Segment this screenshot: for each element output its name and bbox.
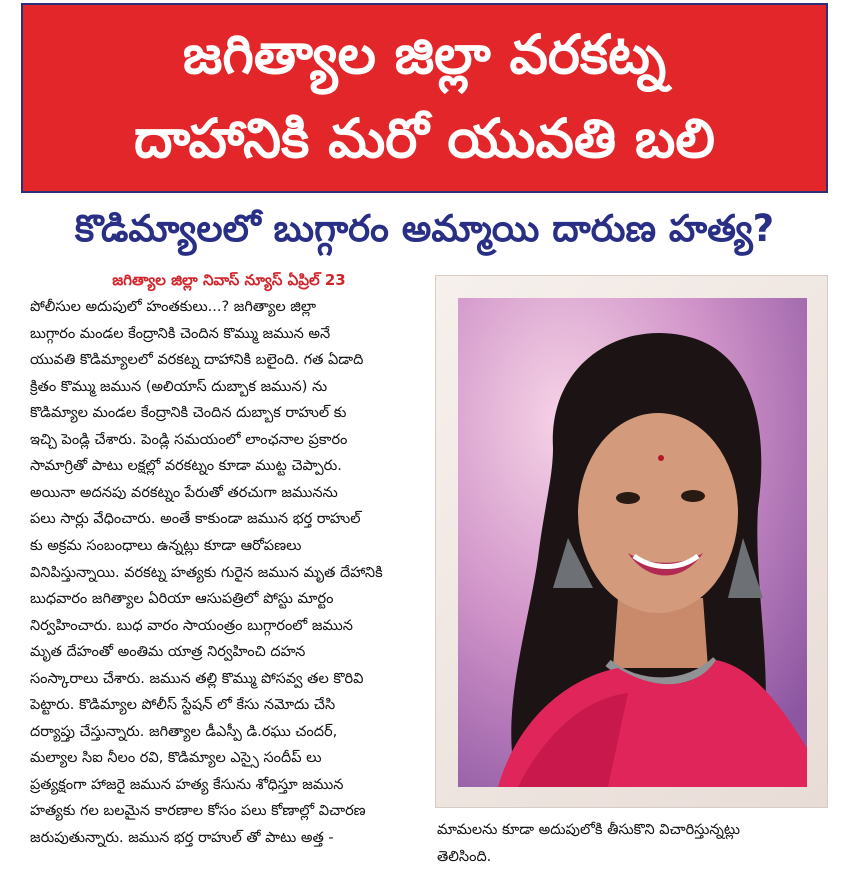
body-line: మృత దేహంతో అంతిమ యాత్ర నిర్వహించి దహన — [30, 644, 306, 661]
body-line: సంస్కారాలు చేశారు. జమున తల్లి కొమ్ము పోసవ్వ తల కొరివి — [30, 670, 364, 687]
headline-line-2: దాహానికి మరో యువతి బలి — [133, 107, 715, 170]
body-line: ప్రత్యక్షంగా హాజరై జమున హత్య కేసును శోధిస్తూ జమున — [30, 776, 344, 793]
body-line: మల్యాల సిఐ నీలం రవి, కొడిమ్యాల ఎస్సై సందీప్ లు — [30, 750, 322, 767]
body-line: పెట్టారు. కొడిమ్యాల పోలీస్ స్టేషన్ లో కేసు నమోదు చేసి — [30, 697, 336, 714]
body-line: జరుపుతున్నారు. జమున భర్త రాహుల్ తో పాటు అత్త - — [30, 830, 334, 846]
body-line: పలు సార్లు వేధించారు. అంతే కాకుండా జమున భర్త రాహుల్ — [30, 511, 361, 528]
caption-line: మామలను కూడా అదుపులోకి తీసుకొని విచారిస్తున్నట్లు — [437, 822, 741, 838]
body-line: దర్యాప్తు చేస్తున్నారు. జగిత్యాల డీఎస్పీ డి.రఘు చందర్, — [30, 723, 338, 740]
headline-line-1: జగిత్యాల జిల్లా వరకట్న — [182, 23, 667, 86]
subheadline: కొడిమ్యాలలో బుగ్గారం అమ్మాయి దారుణ హత్య? — [74, 207, 775, 250]
body-line: సామాగ్రితో పాటు లక్షల్లో వరకట్నం కూడా ముట్ట చెప్పారు. — [30, 458, 342, 475]
caption-line: తెలిసింది. — [437, 849, 492, 865]
body-line: కు అక్రమ సంబంధాలు ఉన్నట్లు కూడా ఆరోపణలు — [30, 537, 302, 554]
photo-frame — [435, 275, 828, 808]
portrait-illustration — [458, 298, 807, 787]
body-line: నిర్వహించారు. బుధ వారం సాయంత్రం బుగ్గారంలో జమున — [30, 617, 353, 634]
headline-banner — [21, 3, 828, 193]
body-line: పోలీసుల అదుపులో హంతకులు...? జగిత్యాల జిల్లా — [30, 299, 317, 315]
body-line: క్రితం కొమ్ము జమున (అలియాస్ దుబ్బాక జమున) ను — [30, 378, 328, 395]
portrait-photo — [458, 298, 807, 787]
body-line: కొడిమ్యాల మండల కేంద్రానికి చెందిన దుబ్బాక రాహుల్ కు — [30, 405, 347, 422]
body-line: హత్యకు గల బలమైన కారణాల కోసం పలు కోణాల్లో విచారణ — [30, 803, 366, 820]
body-line: వినిపిస్తున్నాయి. వరకట్న హత్యకు గురైన జమున మృత దేహానికి — [30, 564, 383, 581]
body-line: యువతి కొడిమ్యాలలో వరకట్న దాహానికి బలైంది. గత ఏడాది — [30, 352, 364, 369]
body-line: ఇచ్చి పెండ్లి చేశారు. పెండ్లి సమయంలో లాంఛనాల ప్రకారం — [30, 431, 348, 448]
body-line: అయినా అదనపు వరకట్నం పేరుతో తరచుగా జమునను — [30, 484, 338, 501]
body-line: బుధవారం జగిత్యాల ఏరియా ఆసుపత్రిలో పోస్టు మార్టం — [30, 591, 334, 608]
dateline: జగిత్యాల జిల్లా నివాస్ న్యూస్ ఏప్రిల్ 23 — [112, 271, 346, 289]
body-line: బుగ్గారం మండల కేంద్రానికి చెందిన కొమ్ము జమున అనే — [30, 325, 331, 342]
